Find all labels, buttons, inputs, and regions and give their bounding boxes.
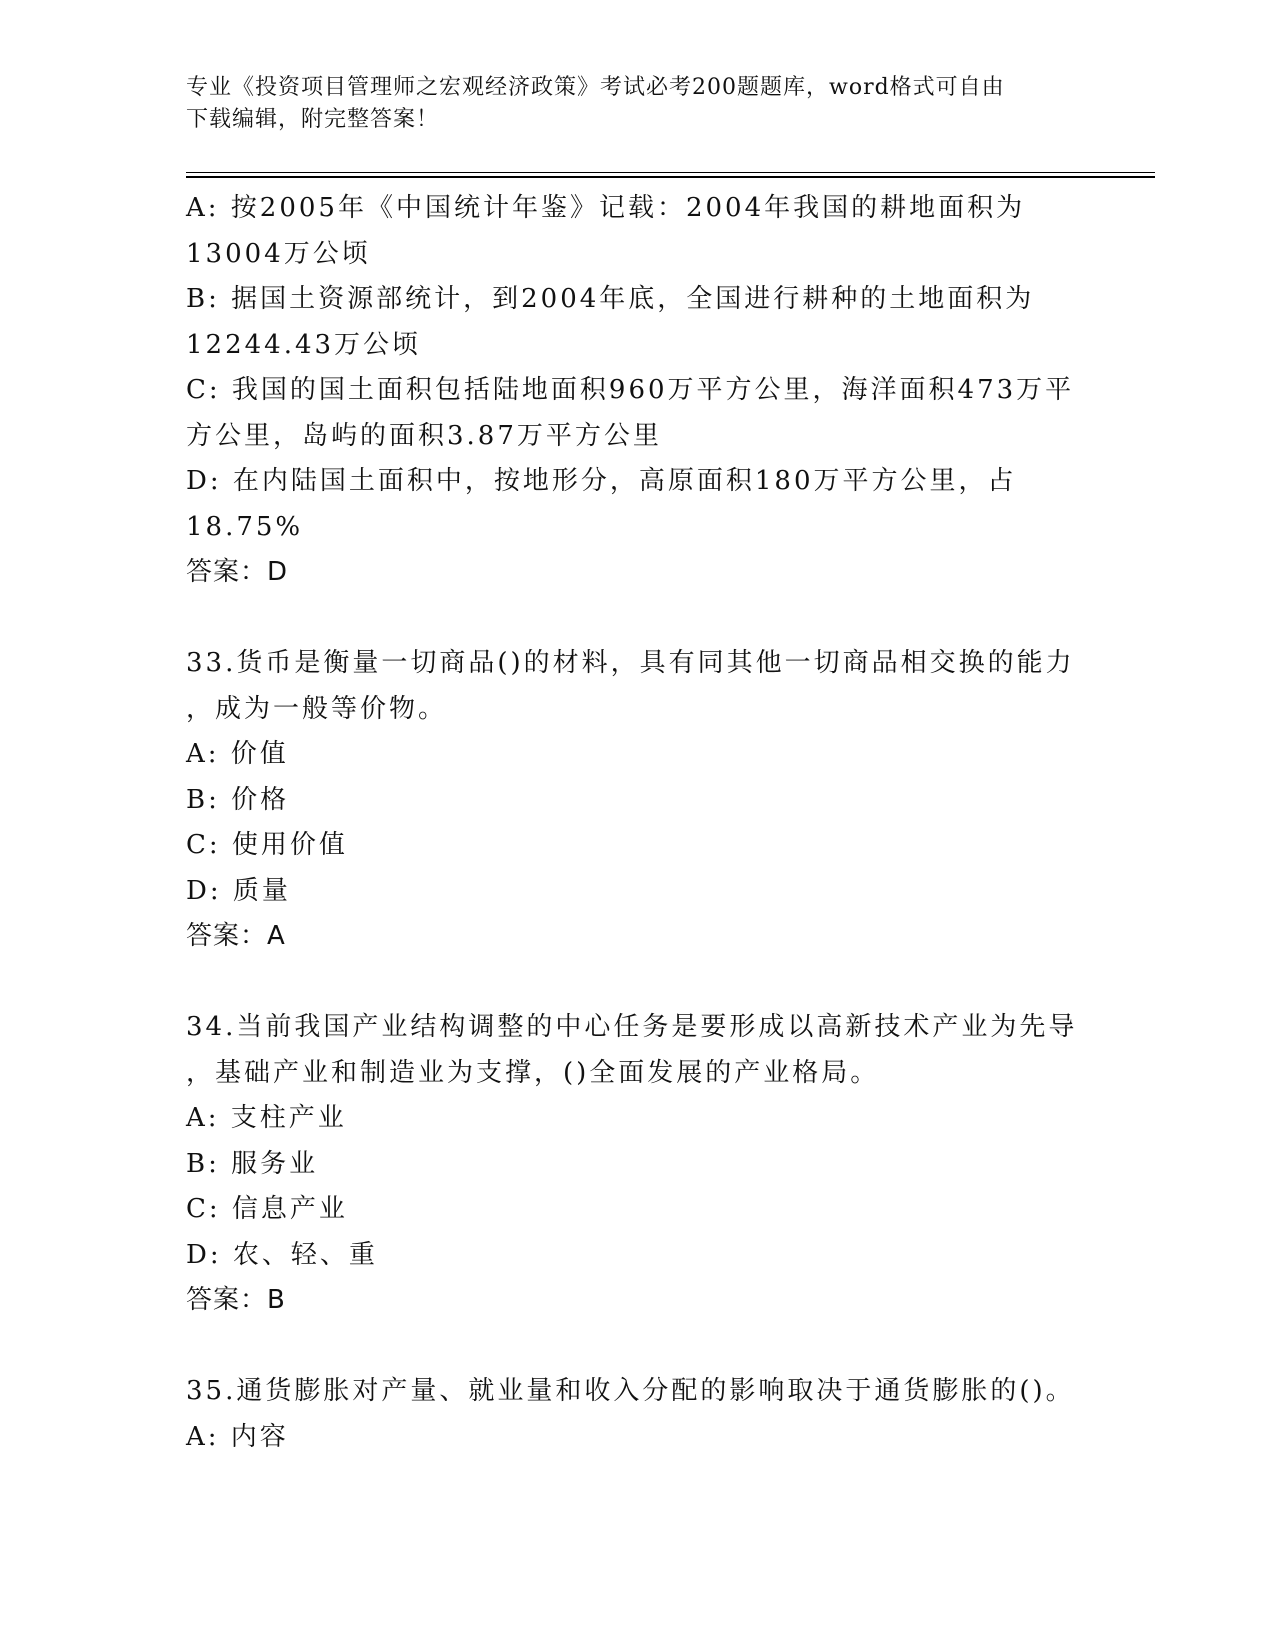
q34-option-b: B: 服务业 [186, 1148, 319, 1179]
spacer [186, 596, 1086, 642]
q34-answer: 答案：B [186, 1285, 286, 1315]
q34-stem-line-2: ，基础产业和制造业为支撑，()全面发展的产业格局。 [186, 1057, 880, 1088]
q32-option-d-line-2: 18.75% [186, 511, 304, 542]
q34-option-d: D: 农、轻、重 [186, 1239, 378, 1270]
question-33-block [186, 641, 1086, 960]
q33-stem-line-1: 33.货币是衡量一切商品()的材料，具有同其他一切商品相交换的能力 [186, 648, 1075, 678]
q35-stem-line-1: 35.通货膨胀对产量、就业量和收入分配的影响取决于通货膨胀的()。 [186, 1376, 1075, 1406]
q32-option-c-line-2: 方公里，岛屿的面积3.87万平方公里 [186, 420, 662, 451]
q32-option-c-line-1: C: 我国的国土面积包括陆地面积960万平方公里，海洋面积473万平 [186, 375, 1075, 405]
q33-stem-line-2: ，成为一般等价物。 [186, 693, 448, 724]
q32-option-b-line-2: 12244.43万公顷 [186, 329, 422, 360]
header-divider [186, 172, 1155, 178]
question-34-block [186, 1005, 1086, 1324]
q35-option-a: A: 内容 [186, 1421, 289, 1452]
q33-option-c: C: 使用价值 [186, 830, 348, 860]
q32-answer: 答案：D [186, 557, 289, 587]
q34-option-c: C: 信息产业 [186, 1194, 348, 1224]
q33-option-d: D: 质量 [186, 875, 291, 906]
document-header [186, 72, 1066, 136]
q33-option-a: A: 价值 [186, 739, 289, 769]
header-line-1: 专业《投资项目管理师之宏观经济政策》考试必考200题题库，word格式可自由 [186, 75, 1005, 100]
q32-option-a-line-1: A: 按2005年《中国统计年鉴》记载：2004年我国的耕地面积为 [186, 193, 1026, 223]
q33-answer: 答案：A [186, 921, 286, 951]
document-body [186, 186, 1086, 1460]
q32-option-a-line-2: 13004万公顷 [186, 238, 371, 269]
q34-stem-line-1: 34.当前我国产业结构调整的中心任务是要形成以高新技术产业为先导 [186, 1012, 1078, 1042]
q32-option-d-line-1: D: 在内陆国土面积中，按地形分，高原面积180万平方公里，占 [186, 466, 1017, 496]
question-32-block [186, 186, 1086, 596]
spacer [186, 960, 1086, 1006]
spacer [186, 1324, 1086, 1370]
q32-option-b-line-1: B: 据国土资源部统计，到2004年底，全国进行耕种的土地面积为 [186, 284, 1035, 314]
header-line-2: 下载编辑，附完整答案！ [186, 107, 440, 132]
q33-option-b: B: 价格 [186, 784, 290, 815]
q34-option-a: A: 支柱产业 [186, 1103, 347, 1133]
question-35-block [186, 1369, 1086, 1460]
